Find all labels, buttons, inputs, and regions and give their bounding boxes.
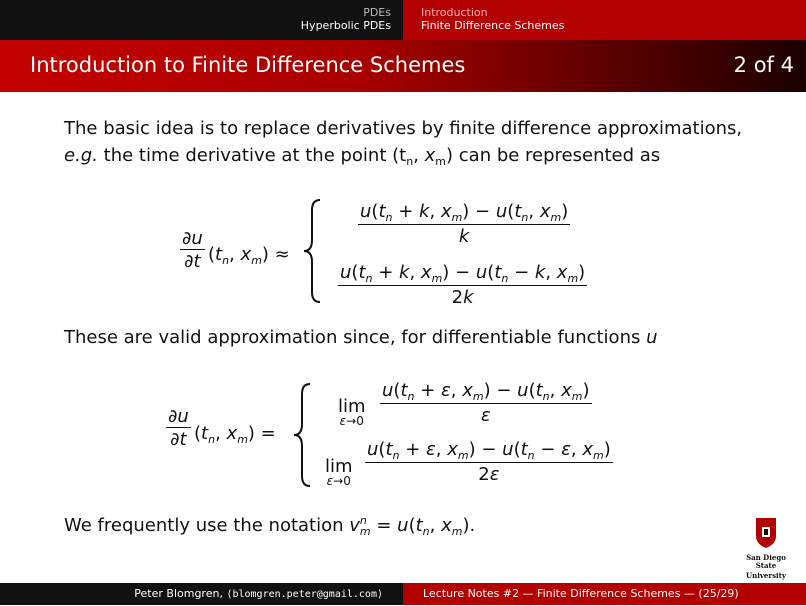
body-line-2-tail: can be represented as — [458, 145, 661, 166]
logo-name-line-1: San Diego State — [746, 553, 786, 570]
nav-left-section — [0, 0, 403, 40]
slide-page-counter: 2 of 4 — [733, 53, 794, 77]
body-line-4-text: We frequently use the notation — [64, 515, 350, 536]
limit-operator-1: lim ε→0 — [338, 396, 366, 428]
nav-item-pdes[interactable]: PDEs — [363, 6, 391, 19]
centered-limit-fraction: $\frac{u(t_n + \varepsilon, x_m) - u(t_n - \varepsilon, x_m)}{2\varepsilon}$ — [367, 439, 611, 485]
nav-item-hyperbolic-pdes[interactable]: Hyperbolic PDEs — [300, 19, 391, 32]
nav-item-introduction[interactable]: Introduction — [421, 6, 488, 19]
title-bar — [0, 40, 806, 92]
eg-text: e.g. — [64, 145, 98, 166]
shield-icon — [753, 518, 779, 548]
nav-right-section — [403, 0, 806, 40]
forward-limit-fraction: $\frac{u(t_n + \varepsilon, x_m) - u(t_n, x_m)}{\varepsilon}$ — [382, 380, 590, 426]
footer-lecture: Lecture Notes #2 — Finite Difference Schemes — (25/29) — [423, 587, 739, 600]
top-navigation — [0, 0, 806, 40]
footer-author: Peter Blomgren, — [134, 587, 223, 600]
footer — [0, 583, 806, 605]
body-line-2-text: the time derivative at the point (t — [97, 145, 407, 166]
logo-name-line-2: University — [746, 571, 786, 580]
left-brace-1 — [300, 196, 324, 306]
body-line-4: We frequently use the notation $v^n_m = u(t_n$, $x_m$). — [64, 514, 476, 538]
partial-u-over-partial-t-1: $\frac{\partial u}{\partial t}$ — [182, 228, 203, 272]
partial-u-over-partial-t-2: $\frac{\partial u}{\partial t}$ — [168, 406, 189, 450]
sdsu-logo — [736, 518, 796, 580]
centered-difference-fraction: $\frac{u(t_n + k, x_m) - u(t_n - k, x_m)}{2k}$ — [340, 262, 586, 308]
eq1-lhs: ($t_n$, $x_m$) ≈ — [208, 244, 290, 267]
limit-operator-2: lim ε→0 — [325, 456, 353, 488]
forward-difference-fraction: $\frac{u(t_n + k, x_m) - u(t_n, x_m)}{k}$ — [360, 201, 569, 247]
slide-title: Introduction to Finite Difference Schemes — [30, 53, 466, 77]
footer-email[interactable]: ⟨blomgren.peter@gmail.com⟩ — [226, 589, 383, 600]
left-brace-2 — [290, 380, 314, 490]
body-line-1: The basic idea is to replace derivatives by finite difference approximations, — [64, 118, 743, 139]
footer-author-section — [0, 583, 403, 605]
body-line-3-text: These are valid approximation since, for differentiable functions — [64, 327, 647, 348]
body-line-2: e.g. the time derivative at the point ($t_n$, $x_m$) can be represented as — [64, 145, 661, 168]
footer-lecture-section — [403, 583, 806, 605]
eq2-lhs: ($t_n$, $x_m$) = — [194, 423, 276, 446]
nav-item-finite-difference-schemes[interactable]: Finite Difference Schemes — [421, 19, 565, 32]
variable-u: u — [646, 327, 658, 348]
body-line-3 — [64, 327, 658, 348]
